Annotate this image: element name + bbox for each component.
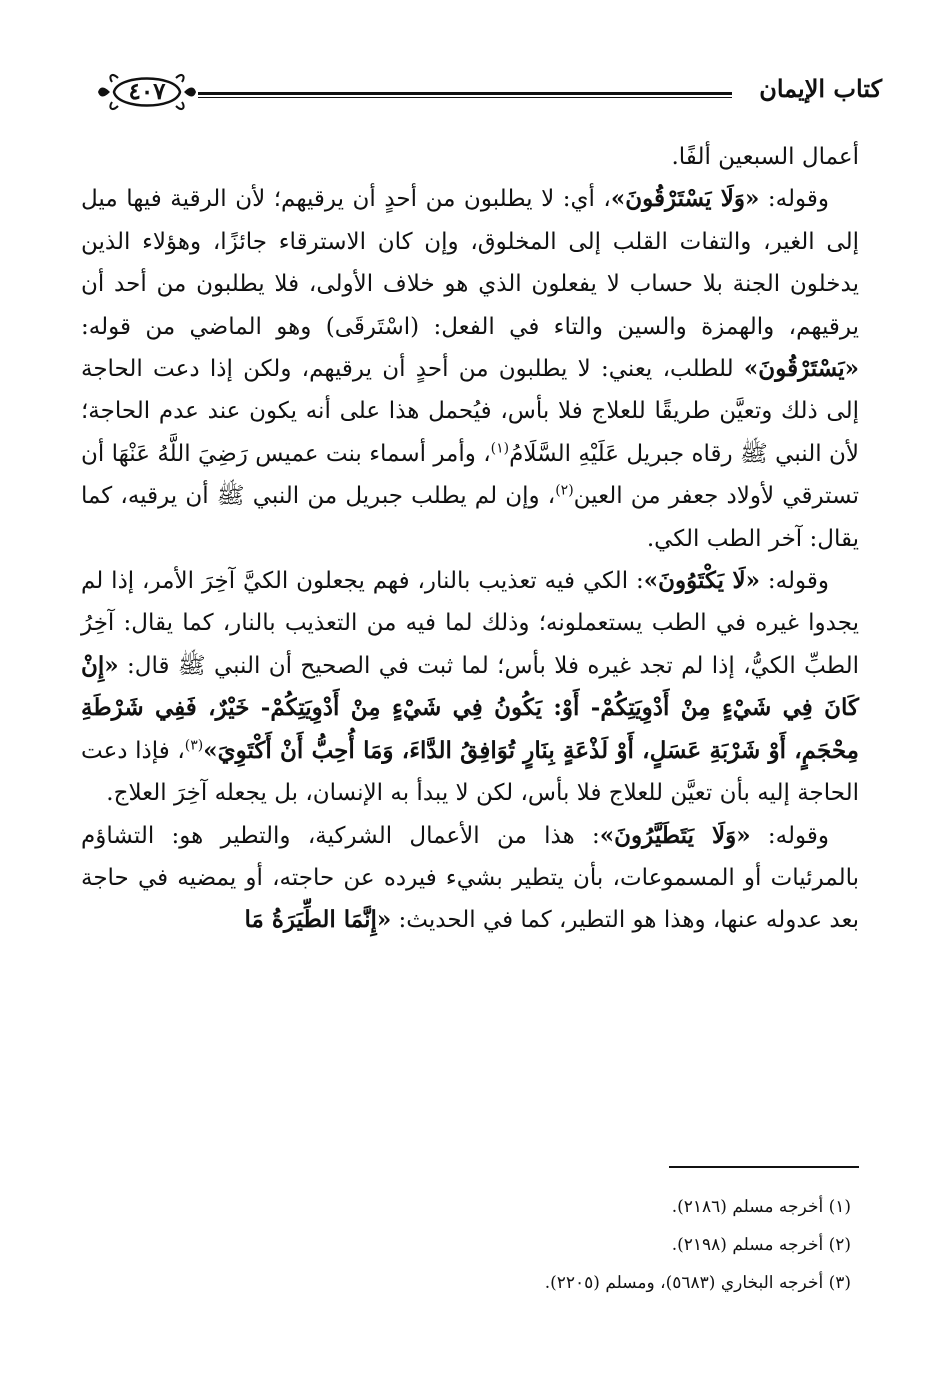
footnote-marker: (١) [490, 440, 510, 457]
paragraph-text: : الكي فيه تعذيب بالنار، فهم يجعلون الكيَّ آخِرَ الأمر، إذا لم يجدوا غيره في الطب يستعملونه؛ وذلك لما فيه من التعذيب بالنار، كما يقال: آخِرُ الطبِّ الكيُّ، إذا لم تجد غيره فلا بأس؛ لما ثبت في الصحيح أن النبي ﷺ قال: [81, 568, 859, 679]
quoted-phrase: «وَلَا يَتَطَيَّرُونَ» [599, 821, 751, 849]
footnote-3: (٣) أخرجه البخاري (٥٦٨٣)، ومسلم (٢٢٠٥). [544, 1273, 851, 1293]
paragraph-text: وقوله: [759, 186, 829, 213]
quoted-phrase: «وَلَا يَسْتَرْقُونَ» [610, 185, 760, 213]
page-number: ٤٠٧ [128, 78, 166, 105]
paragraph-text: وقوله: [750, 822, 829, 849]
hadith-quote: «إِنَّمَا الطِّيَرَةُ مَا [244, 906, 392, 934]
quoted-phrase: «لَا يَكْتَوُونَ» [643, 567, 761, 595]
paragraph-text: للطلب، يعني: لا يطلبون من أحدٍ أن يرقيهم، ولكن إذا دعت الحاجة إلى ذلك وتعيَّن طريقًا للعلاج فلا بأس، فيُحمل هذا على أنه يكون عند عدم الحاجة؛ لأن النبي ﷺ رقاه جبريل عَلَيْهِ السَّلَامُ [81, 356, 859, 467]
paragraph-text: ، وإن لم يطلب جبريل من النبي ﷺ أن يرقيه، كما يقال: آخر الطب الكي. [81, 483, 859, 552]
page-header [96, 58, 882, 130]
hadith-quote: «إِنْ كَانَ فِي شَيْءٍ مِنْ أَدْوِيَتِكُمْ- أَوْ: يَكُونُ فِي شَيْءٍ مِنْ أَدْوِيَتِكُمْ- خَيْرٌ، فَفِي شَرْطَةِ مِحْجَمٍ، أَوْ شَرْبَةِ عَسَلٍ، أَوْ لَذْعَةٍ بِنَارٍ تُوَافِقُ الدَّاءَ، وَمَا أُحِبُّ أَنْ أَكْتَوِيَ» [81, 651, 859, 764]
page-number-ornament [96, 64, 198, 120]
paragraph-text: ، وأمر أسماء بنت عميس رَضِيَ اللَّهُ عَنْهَا أن تسترقي لأولاد جعفر من العين [81, 440, 860, 510]
footnote-2: (٢) أخرجه مسلم (٢١٩٨). [671, 1235, 851, 1255]
paragraph-text: ، فإذا دعت الحاجة إليه بأن تعيَّن للعلاج فلا بأس، لكن لا يبدأ به الإنسان، بل يجعله آخِرَ العلاج. [81, 737, 859, 807]
footnote-separator [669, 1166, 859, 1168]
main-text [81, 136, 859, 942]
paragraph-1 [81, 136, 859, 178]
header-rule [198, 92, 732, 98]
quoted-phrase: «يَسْتَرْقُونَ» [743, 355, 859, 383]
paragraph-2 [81, 178, 859, 560]
paragraph-3 [81, 560, 859, 814]
footnote-1: (١) أخرجه مسلم (٢١٨٦). [671, 1197, 851, 1217]
footnote-marker: (٣) [184, 737, 204, 754]
footnotes [91, 1188, 851, 1302]
paragraph-text: : هذا من الأعمال الشركية، والتطير هو: التشاؤم بالمرئيات أو المسموعات، بأن يتطير بشيء فيرده عن حاجته، أو يمضيه في حاجة بعد عدوله عنها، وهذا هو التطير، كما في الحديث: [81, 822, 859, 934]
paragraph-4 [81, 815, 859, 942]
paragraph-text: أعمال السبعين ألفًا. [671, 144, 859, 170]
paragraph-text: ، أي: لا يطلبون من أحدٍ أن يرقيهم؛ لأن الرقية فيها ميل إلى الغير، والتفات القلب إلى المخلوق، وإن كان الاسترقاء جائزًا، وهؤلاء الذين يدخلون الجنة بلا حساب لا يفعلون الذي هو خلاف الأولى، فلا يطلبون من أحد أن يرقيهم، والهمزة والسين والتاء في الفعل: (اسْتَرقَى) وهو الماضي من قوله: [81, 186, 859, 340]
paragraph-text: وقوله: [760, 568, 829, 595]
chapter-title: كتاب الإيمان [759, 74, 882, 103]
footnote-marker: (٢) [555, 482, 574, 499]
